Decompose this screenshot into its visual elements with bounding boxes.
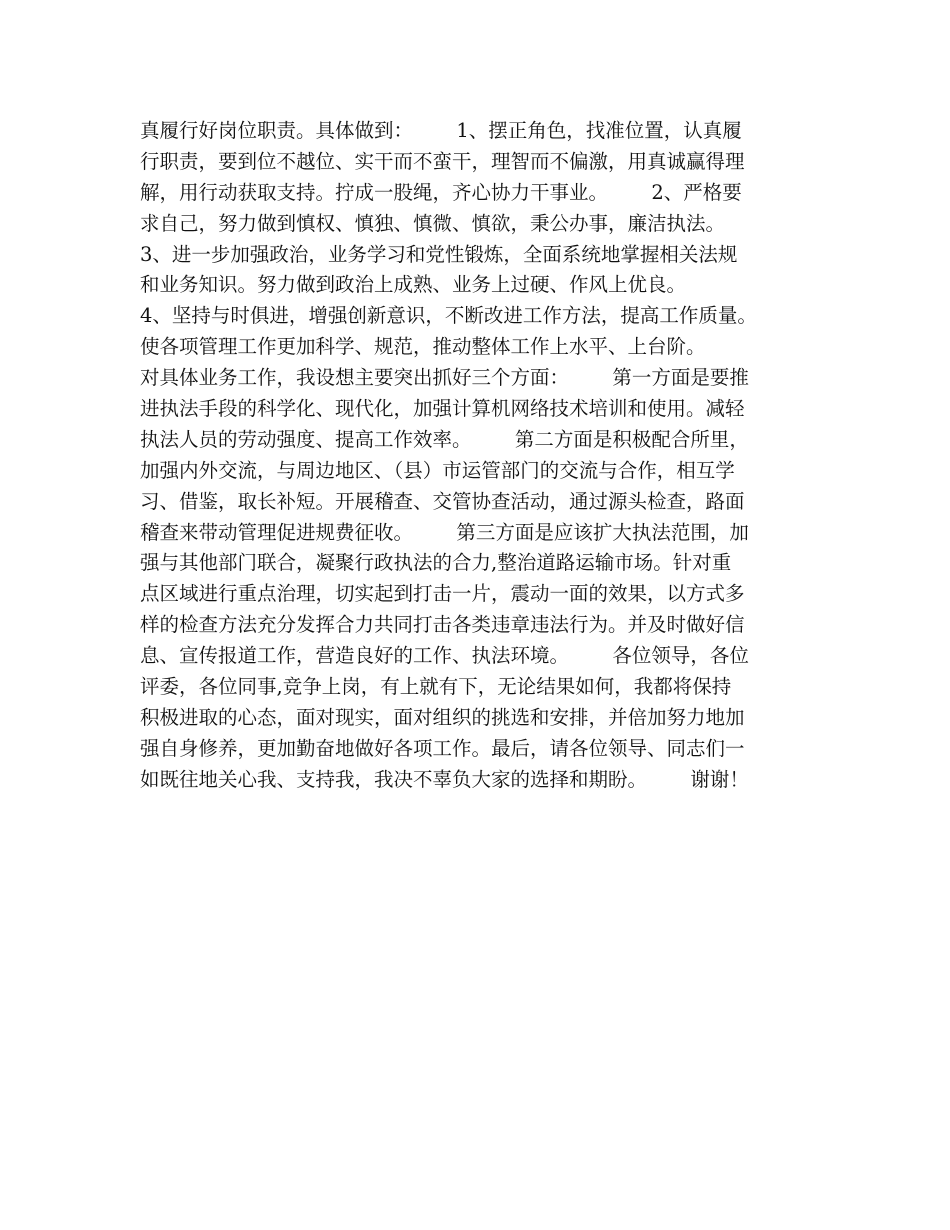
text-line: 4、坚持与时俱进，增强创新意识，不断改进工作方法，提高工作质量。 — [140, 304, 757, 328]
text-line: 强与其他部门联合，凝聚行政执法的合力,整治道路运输市场。针对重 — [140, 551, 732, 575]
text-line: 解，用行动获取支持。拧成一股绳，齐心协力干事业。 2、严格要 — [140, 180, 742, 204]
text-line: 行职责，要到位不越位、实干而不蛮干，理智而不偏激，用真诚赢得理 — [140, 149, 745, 173]
text-line: 稽查来带动管理促进规费征收。 第三方面是应该扩大执法范围，加 — [140, 520, 749, 544]
text-line: 积极进取的心态，面对现实，面对组织的挑选和安排，并倍加努力地加 — [140, 705, 745, 729]
text-line: 对具体业务工作，我设想主要突出抓好三个方面： 第一方面是要推 — [140, 366, 749, 390]
text-line: 习、借鉴，取长补短。开展稽查、交管协查活动，通过源头检查，路面 — [140, 489, 745, 513]
text-line: 样的检查方法充分发挥合力共同打击各类违章违法行为。并及时做好信 — [140, 613, 745, 637]
text-line: 3、进一步加强政治，业务学习和党性锻炼，全面系统地掌握相关法规 — [140, 242, 738, 266]
text-line: 执法人员的劳动强度、提高工作效率。 第二方面是积极配合所里， — [140, 427, 749, 451]
body-text — [140, 116, 840, 796]
text-line: 进执法手段的科学化、现代化，加强计算机网络技术培训和使用。减轻 — [140, 397, 745, 421]
text-line: 真履行好岗位职责。具体做到： 1、摆正角色，找准位置，认真履 — [140, 119, 742, 142]
text-line: 强自身修养，更加勤奋地做好各项工作。最后，请各位领导、同志们一 — [140, 736, 745, 760]
text-line: 求自己，努力做到慎权、慎独、慎微、慎欲，秉公办事，廉洁执法。 — [140, 211, 726, 235]
text-line: 息、宣传报道工作，营造良好的工作、执法环境。 各位领导，各位 — [140, 644, 749, 668]
text-line: 如既往地关心我、支持我，我决不辜负大家的选择和期盼。 谢谢！ — [140, 767, 749, 791]
text-line: 使各项管理工作更加科学、规范，推动整体工作上水平、上台阶。 — [140, 335, 706, 359]
text-line: 和业务知识。努力做到政治上成熟、业务上过硬、作风上优良。 — [140, 273, 687, 297]
text-line: 评委，各位同事,竞争上岗，有上就有下，无论结果如何，我都将保持 — [140, 675, 732, 699]
text-line: 点区域进行重点治理，切实起到打击一片，震动一面的效果，以方式多 — [140, 582, 745, 606]
text-line: 加强内外交流，与周边地区、（县）市运管部门的交流与合作，相互学 — [140, 458, 735, 482]
